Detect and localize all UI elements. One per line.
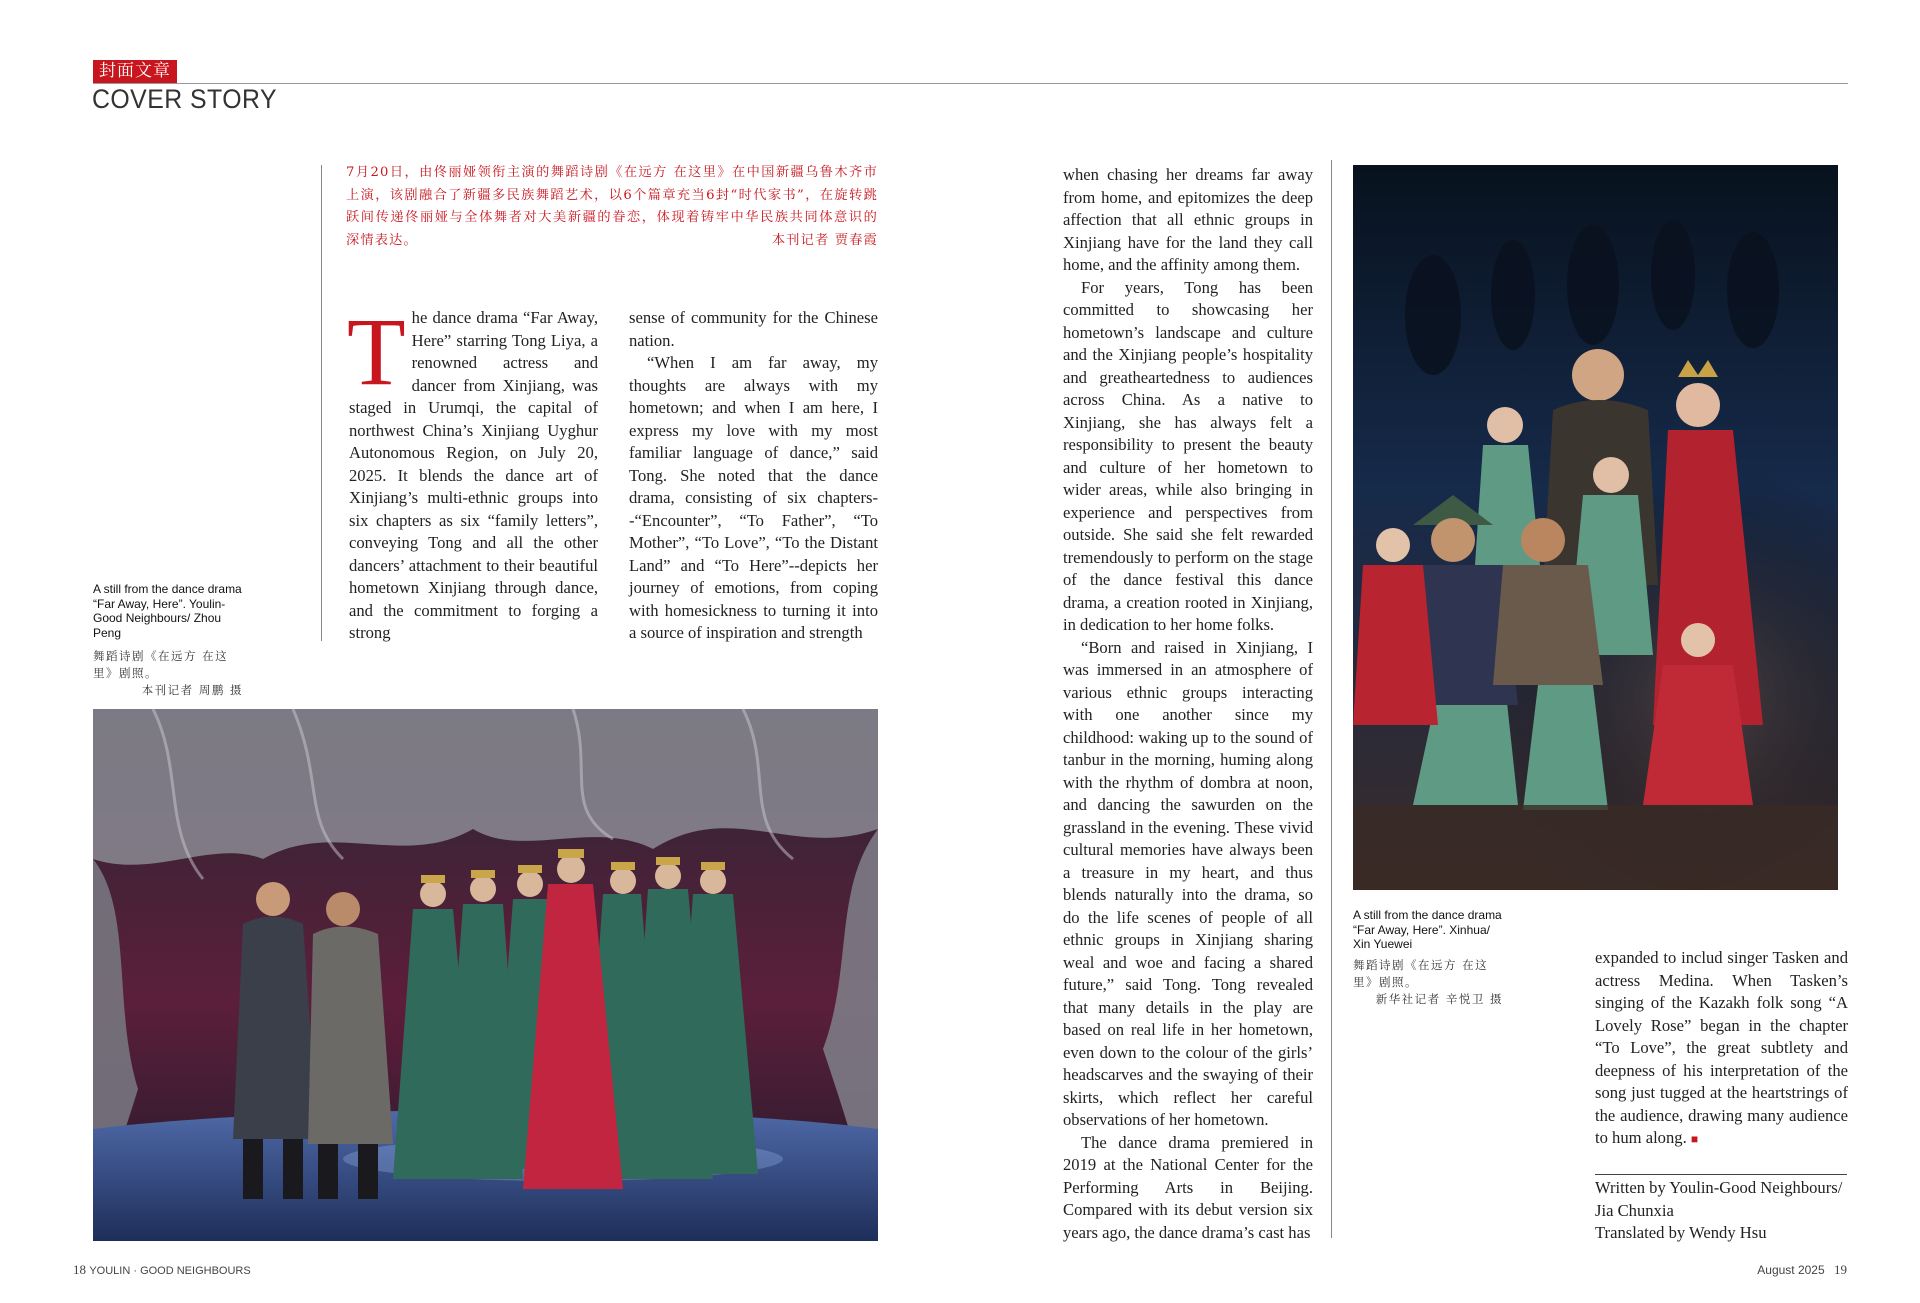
intro-cn-text: 7月20日，由佟丽娅领衔主演的舞蹈诗剧《在远方 在这里》在中国新疆乌鲁木齐市上演，该剧融合了新疆多民族舞蹈艺术，以6个篇章充当6封“时代家书”，在旋转跳跃间传递佟丽娅与全体舞者对大美新疆的眷恋，体现着铸牢中华民族共同体意识的深情表达。 bbox=[346, 165, 878, 248]
caption-right bbox=[1353, 908, 1503, 1008]
article-column-2 bbox=[629, 307, 878, 645]
column-rule bbox=[1331, 160, 1332, 1238]
end-mark: ■ bbox=[1690, 1132, 1699, 1146]
intro-rule bbox=[321, 165, 322, 641]
article-col4-text: expanded to includ singer Tasken and actress Medina. When Tasken’s singing of the Kazakh folk song “A Lovely Rose” began in the chapter “To Love”, the great subtlety and deepness of his interpretation of the song just tugged at the heartstrings of the audience, drawing many audience to hum along. bbox=[1595, 948, 1848, 1147]
header-rule bbox=[93, 83, 1848, 84]
credit-written: Written by Youlin-Good Neighbours/ Jia Chunxia bbox=[1595, 1178, 1843, 1220]
issue-date: August 2025 bbox=[1757, 1263, 1825, 1277]
photo-stage-performance-right bbox=[1353, 165, 1838, 890]
article-paragraph: “Born and raised in Xinjiang, I was immersed in an atmosphere of various ethnic groups interacting with one another since my childhood: waking up to the sound of tanbur in the morning, huming along with the rhythm of dombra at noon, and dancing the sawurden on the grassland in the evening. These vivid cultural memories have always been a treasure in my heart, and thus blends naturally into the drama, so do the life scenes of people of all ethnic groups in Xinjiang sharing weal and woe and facing a shared future,” said Tong. Tong revealed that many details in the play are based on real life in her hometown, even down to the colour of the girls’ headscarves and the swaying of their skirts, which reflect her careful observations of her hometown. bbox=[1063, 637, 1313, 1129]
section-title: COVER STORY bbox=[92, 84, 277, 114]
page-number-right: 19 bbox=[1834, 1262, 1847, 1277]
article-paragraph: sense of community for the Chinese nation. bbox=[629, 308, 878, 350]
article-paragraph: “When I am far away, my thoughts are always with my hometown; and when I am here, I express my love with my most familiar language of dance,” said Tong. She noted that the dance drama, consisting of six chapters--“Encounter”, “To Father”, “To Mother”, “To Love”, “To the Distant Land” and “To Here”--depicts her journey of emotions, from coping with homesickness to turning it into a source of inspiration and strength bbox=[629, 353, 878, 642]
article-paragraph: when chasing her dreams far away from home, and epitomizes the deep affection that all ethnic groups in Xinjiang have for the land they call home, and the affinity among them. bbox=[1063, 165, 1313, 274]
caption-left-cn-credit: 本刊记者 周鹏 摄 bbox=[141, 683, 243, 697]
caption-left-cn: 舞蹈诗剧《在远方 在这里》剧照。 bbox=[93, 649, 229, 680]
section-tag-cn: 封面文章 bbox=[93, 60, 177, 83]
article-paragraph: The dance drama premiered in 2019 at the National Center for the Performing Arts in Beijing. Compared with its debut version six years ago, the dance drama’s cast has bbox=[1063, 1132, 1313, 1242]
magazine-title: YOULIN · GOOD NEIGHBOURS bbox=[89, 1265, 251, 1277]
article-credits bbox=[1595, 1177, 1848, 1245]
caption-right-cn: 舞蹈诗剧《在远方 在这里》剧照。 bbox=[1353, 957, 1489, 989]
caption-left-en: A still from the dance drama “Far Away, Here”. Youlin-Good Neighbours/ Zhou Peng bbox=[93, 582, 242, 640]
credit-translated: Translated by Wendy Hsu bbox=[1595, 1223, 1767, 1242]
caption-right-cn-credit: 新华社记者 辛悦卫 摄 bbox=[1375, 991, 1503, 1006]
caption-left bbox=[93, 582, 243, 699]
intro-cn-credit: 本刊记者 贾春霞 bbox=[771, 232, 878, 248]
photo-stage-performance-left bbox=[93, 709, 878, 1241]
intro-cn bbox=[346, 162, 878, 252]
drop-cap: T bbox=[347, 298, 406, 405]
footer-left bbox=[73, 1262, 251, 1278]
page-number-left: 18 bbox=[73, 1262, 86, 1277]
article-column-3 bbox=[1063, 164, 1313, 1244]
photo-right-illustration bbox=[1353, 165, 1838, 890]
article-column-1 bbox=[347, 298, 598, 645]
article-paragraph: For years, Tong has been committed to showcasing her hometown’s landscape and culture and the Xinjiang people’s hospitality and greatheartedness to audiences across China. As a native to Xinjiang, she has always felt a responsibility to present the beauty and culture of her hometown to wider areas, while also bringing in experience and perspectives from outside. She said she felt rewarded tremendously to perform on the stage of the dance festival this dance drama, a creation rooted in Xinjiang, in dedication to her home folks. bbox=[1063, 277, 1313, 634]
caption-right-en: A still from the dance drama “Far Away, Here”. Xinhua/ Xin Yuewei bbox=[1353, 908, 1502, 951]
article-column-4 bbox=[1595, 947, 1848, 1151]
photo-left-illustration bbox=[93, 709, 878, 1241]
footer-right bbox=[1757, 1262, 1847, 1278]
article-col1-text: he dance drama “Far Away, Here” starring Tong Liya, a renowned actress and dancer from Xinjiang, was staged in Urumqi, the capital of northwest China’s Xinjiang Uyghur Autonomous Region, on July 20, 2025. It blends the dance art of Xinjiang’s multi-ethnic groups into six chapters as six “family letters”, conveying Tong and all the other dancers’ attachment to their beautiful hometown Xinjiang through dance, and the commitment to forging a strong bbox=[349, 308, 598, 642]
credits-rule bbox=[1595, 1174, 1847, 1175]
